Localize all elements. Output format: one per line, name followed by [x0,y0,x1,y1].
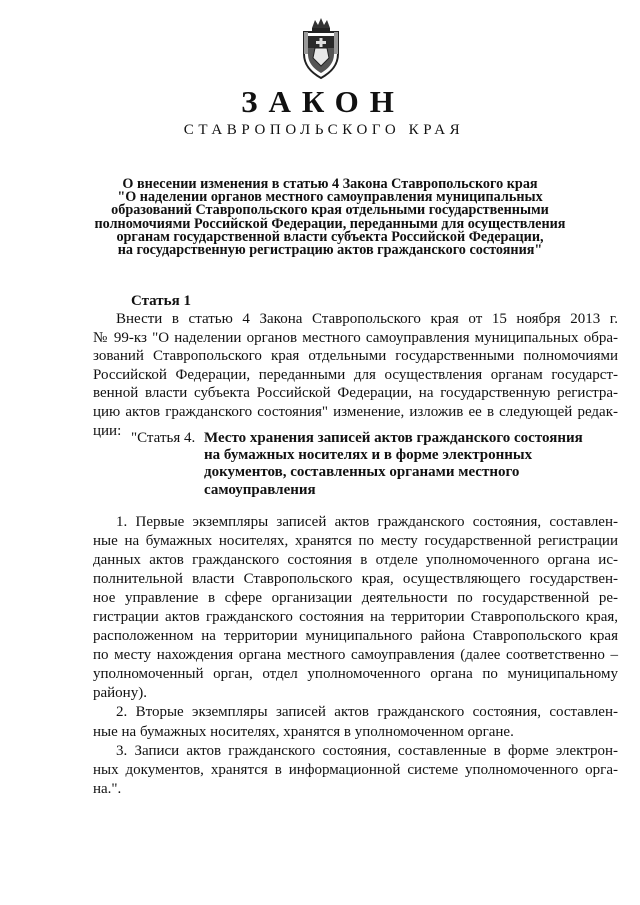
paragraph-line: № 99-кз "О наделении органов местного самоуправления муниципальных обра- [93,329,618,346]
article-4-title [204,430,614,499]
heading-line: на государственную регистрацию актов гражданского состояния" [117,242,543,259]
article-4-body [93,513,618,799]
paragraph-line: Российской Федерации, переданными для осуществления органам государст- [93,366,618,383]
paragraph-line: 3. Записи актов гражданского состояния, составленные в форме электрон- [116,742,618,759]
paragraph-line: полнительной власти Ставропольского края, осуществляющего государствен- [93,571,618,588]
heading-line: "О наделении органов местного самоуправления муниципальных [117,189,543,206]
article-1-label: Статья 1 [131,293,191,309]
stavropol-coat-of-arms-icon [298,18,344,80]
paragraph-line: ное управление в сфере организации деятельности по государственной ре- [93,590,618,607]
article-1-text [93,310,618,440]
paragraph-line: 1. Первые экземпляры записей актов гражданского состояния, составлен- [116,514,618,530]
paragraph-line: данных актов гражданского состояния в отделе уполномоченного органа ис- [93,552,618,569]
paragraph-line: венной власти субъекта Российской Федерации, на государственную регистра- [93,385,618,402]
law-heading [60,178,600,257]
law-title: ЗАКОН [241,84,405,119]
paragraph-line: на.". [93,780,122,797]
heading-line: образований Ставропольского края отдельными государственными [111,202,549,219]
paragraph-line: расположенном на территории муниципального района Ставропольского края [93,628,618,645]
paragraph-line: ные на бумажных носителях, хранятся по месту государственной регистрации [93,533,618,550]
paragraph-line: району). [93,685,147,702]
article-4-label: "Статья 4. [131,430,196,446]
paragraph-line: ные на бумажных носителях, хранятся в уполномоченном органе. [93,723,514,740]
heading-line: полномочиями Российской Федерации, переданными для осуществления [94,215,566,232]
article-4-title-line: самоуправления [204,481,316,498]
paragraph-line: Внести в статью 4 Закона Ставропольского края от 15 ноября 2013 г. [116,311,618,327]
article-4-title-line: документов, составленных органами местного [204,464,520,481]
paragraph-line: цию актов гражданского состояния" изменение, изложив ее в следующей редак- [93,403,618,420]
paragraph-line: уполномоченный орган, отдел уполномоченного органа по муниципальному [93,666,618,683]
heading-line: органам государственной власти субъекта Российской Федерации, [116,228,544,245]
paragraph-line: ных документов, хранятся в информационной системе уполномоченного орга- [93,761,618,778]
paragraph-line: 2. Вторые экземпляры записей актов гражданского состояния, составлен- [116,704,618,721]
paragraph-line: по месту нахождения органа местного самоуправления (далее соответственно – [93,647,618,664]
paragraph-line: ции: [93,422,122,439]
heading-line: О внесении изменения в статью 4 Закона Ставропольского края [122,176,538,192]
article-4-title-line: на бумажных носителях и в форме электронных [204,447,533,464]
paragraph-line: зований Ставропольского края отдельными государственными полномочиями [93,348,618,365]
paragraph-line: гистрации актов гражданского состояния на территории Ставропольского края, [93,609,618,626]
law-subtitle: СТАВРОПОЛЬСКОГО КРАЯ [183,122,465,138]
article-4-title-line: Место хранения записей актов гражданского состояния [204,430,583,446]
